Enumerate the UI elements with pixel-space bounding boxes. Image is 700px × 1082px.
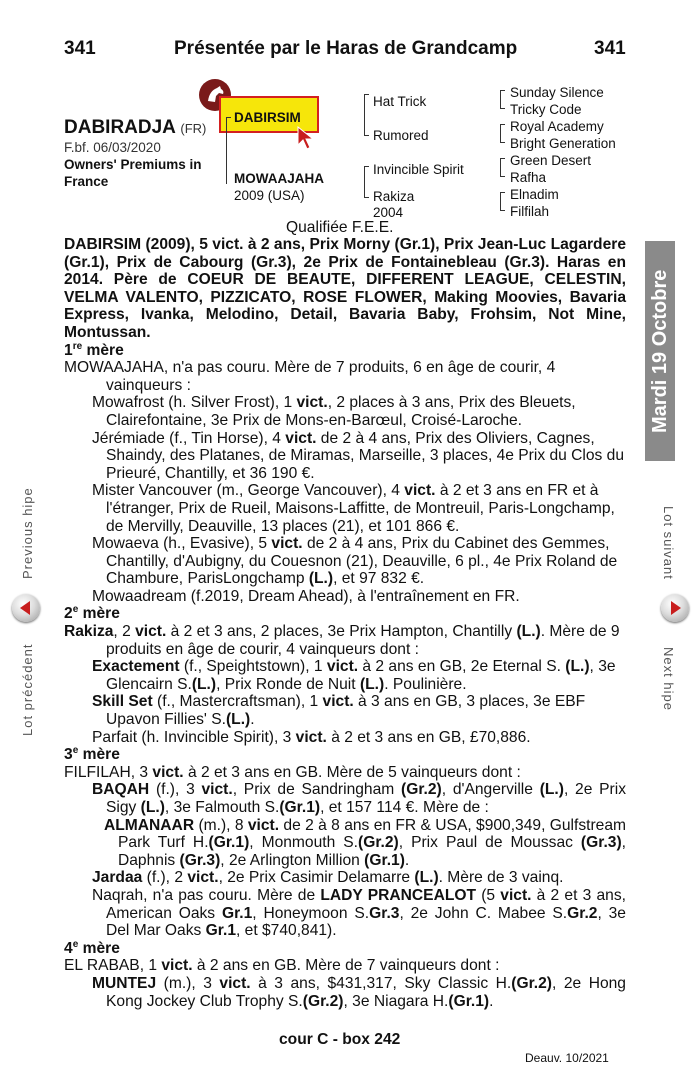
dam-4-produce-group — [78, 975, 626, 1010]
lot-number-left: 341 — [64, 38, 96, 59]
produce-exactement: Exactement (f., Speightstown), 1 vict. à 2 ans en GB, 2e Eternal S. (L.), 3e Glencairn S.(L.), Prix Ronde de Nuit (L.). Poulinière. — [92, 658, 616, 693]
produce-mowafrost: Mowafrost (h. Silver Frost), 1 vict., 2 places à 3 ans, Prix des Bleuets, Clairefontaine, 3e Prix de Mons-en-Barœul, Croisé-Laroche. — [92, 394, 576, 429]
next-lot-button[interactable] — [661, 594, 689, 622]
footer-location: cour C - box 242 — [279, 1031, 401, 1048]
grandsire-bracket — [364, 94, 369, 136]
produce-parfait: Parfait (h. Invincible Spirit), 3 vict. à 2 et 3 ans en GB, £70,886. — [92, 728, 531, 746]
owners-premiums-1: Owners' Premiums in — [64, 157, 202, 172]
dam-3-produce-group — [78, 781, 626, 939]
previous-lot-label-en[interactable]: Previous hipe — [20, 487, 35, 579]
grandsire-sire: Hat Trick — [373, 94, 427, 109]
section-3e-mere: 3e mère — [64, 745, 120, 764]
g3-2: Tricky Code — [510, 102, 582, 117]
previous-lot-button[interactable] — [12, 594, 40, 622]
owners-premiums-2: France — [64, 174, 109, 189]
produce-baqah: BAQAH (f.), 3 vict., Prix de Sandringham (Gr.2), d'Angerville (L.), 2e Prix Sigy (L.), 3e Falmouth S.(Gr.1), et 157 114 €. Mère de : — [92, 781, 626, 816]
lot-number-right: 341 — [594, 38, 626, 59]
cursor-arrow-icon — [296, 125, 316, 156]
next-lot-label-fr[interactable]: Lot suivant — [661, 506, 676, 580]
grandsire-dam: Rumored — [373, 128, 429, 143]
dam-1-produce-group — [78, 394, 626, 605]
horse-name: DABIRADJA — [64, 117, 176, 138]
g3-bracket-4 — [500, 192, 505, 211]
granddam-dam-year: 2004 — [373, 205, 404, 220]
g3-bracket-1 — [500, 90, 505, 109]
produce-naqrah: Naqrah, n'a pas couru. Mère de LADY PRANCEALOT (5 vict. à 2 et 3 ans, American Oaks Gr.1, Honeymoon S.Gr.3, 2e John C. Mabee S.Gr.2, 3e Del Mar Oaks Gr.1, et $740,841). — [92, 886, 626, 940]
g3-bracket-2 — [500, 124, 505, 143]
produce-jardaa: Jardaa (f.), 2 vict., 2e Prix Casimir Delamarre (L.). Mère de 3 vainq. — [92, 869, 564, 887]
g3-6: Rafha — [510, 170, 547, 185]
page-title: Présentée par le Haras de Grandcamp — [174, 38, 518, 59]
footer-sale: Deauv. 10/2021 — [525, 1051, 609, 1065]
sale-date-tab — [645, 241, 675, 461]
g3-1: Sunday Silence — [510, 85, 604, 100]
section-2e-mere: 2e mère — [64, 604, 120, 623]
dam-name: MOWAAJAHA — [234, 171, 324, 186]
granddam-bracket — [364, 166, 369, 198]
qualifiee-label: Qualifiée F.E.E. — [286, 219, 394, 236]
dam-connector-line — [226, 160, 227, 184]
produce-skill-set: Skill Set (f., Mastercraftsman), 1 vict. à 3 ans en GB, 3 places, 3e EBF Upavon Fillies' S.(L.). — [92, 693, 586, 729]
g3-5: Green Desert — [510, 153, 592, 168]
catalogue-body — [64, 236, 626, 1010]
sire-paragraph: DABIRSIM (2009), 5 vict. à 2 ans, Prix Morny (Gr.1), Prix Jean-Luc Lagardere (Gr.1), Prix de Cabourg (Gr.3), 2e Prix de Fontainebleau (Gr.3). Haras en 2014. Père de COEUR DE BEAUTE, DIFFERENT LEAGUE, CELESTIN, VELMA VALENTO, PIZZICATO, ROSE FLOWER, Making Moovies, Bavaria Express, Ivanka, Melodino, Detail, Bavaria Baby, Frohsim, Not Mine, Montussan. — [64, 236, 626, 341]
produce-mowaadream: Mowaadream (f.2019, Dream Ahead), à l'entraînement en FR. — [92, 587, 520, 605]
dam-2-produce-group — [78, 658, 626, 746]
granddam-dam: Rakiza — [373, 189, 415, 204]
g3-bracket-3 — [500, 158, 505, 177]
section-4e-mere: 4e mère — [64, 938, 120, 957]
produce-almanaar: ALMANAAR (m.), 8 vict. de 2 à 8 ans en FR & USA, $900,349, Gulfstream Park Turf H.(Gr.1), Monmouth S.(Gr.2), Prix Paul de Moussac (Gr.3), Daphnis (Gr.3), 2e Arlington Million (Gr.1). — [104, 816, 627, 869]
dam-details: 2009 (USA) — [234, 188, 305, 203]
sale-date: Mardi 19 Octobre — [649, 269, 671, 433]
horse-country: (FR) — [180, 121, 207, 136]
section-1re-mere: 1re mère — [64, 340, 124, 359]
granddam-sire: Invincible Spirit — [373, 162, 464, 177]
g3-3: Royal Academy — [510, 119, 604, 134]
next-lot-label-en[interactable]: Next hipe — [661, 647, 676, 711]
produce-muntej: MUNTEJ (m.), 3 vict. à 3 ans, $431,317, Sky Classic H.(Gr.2), 2e Hong Kong Jockey Club Trophy S.(Gr.2), 3e Niagara H.(Gr.1). — [92, 974, 626, 1010]
dam-connector — [226, 117, 231, 118]
horse-name-line — [64, 117, 206, 139]
sire-name[interactable]: DABIRSIM — [234, 110, 301, 125]
dam-3-entry: FILFILAH, 3 vict. à 2 et 3 ans en GB. Mère de 5 vainqueurs dont : — [64, 763, 521, 781]
produce-jeremiade: Jérémiade (f., Tin Horse), 4 vict. de 2 à 4 ans, Prix des Oliviers, Cagnes, Shaindy, des Platanes, de Miramas, Marseille, 3 places, 4e Prix du Clos du Prieuré, Chantilly, et 36 190 €. — [92, 429, 625, 482]
previous-lot-label-fr[interactable]: Lot précédent — [20, 643, 35, 736]
produce-mowaeva: Mowaeva (h., Evasive), 5 vict. de 2 à 4 ans, Prix du Cabinet des Gemmes, Chantilly, d'Aubigny, du Couesnon (21), Deauville, 6 pl., 4e Prix Roland de Chambure, ParisLongchamp (L.), et 97 832 €. — [92, 535, 618, 588]
g3-4: Bright Generation — [510, 136, 616, 151]
g3-8: Filfilah — [510, 204, 550, 219]
horse-details: F.bf. 06/03/2020 — [64, 140, 161, 155]
dam-1-entry: MOWAAJAHA, n'a pas couru. Mère de 7 produits, 6 en âge de courir, 4 vainqueurs : — [64, 359, 556, 394]
produce-mister-vancouver: Mister Vancouver (m., George Vancouver), 4 vict. à 2 et 3 ans en FR et à l'étranger, Prix de Rueil, Maisons-Laffitte, de Montreuil, Paris-Longchamp, de Mervilly, Deauville, 13 places (21), et 101 866 €. — [92, 482, 615, 535]
dam-2-entry: Rakiza, 2 vict. à 2 et 3 ans, 2 places, 3e Prix Hampton, Chantilly (L.). Mère de 9 produits en âge de courir, 4 vainqueurs dont : — [64, 623, 620, 658]
dam-4-entry: EL RABAB, 1 vict. à 2 ans en GB. Mère de 7 vainqueurs dont : — [64, 957, 500, 975]
g3-7: Elnadim — [510, 187, 559, 202]
